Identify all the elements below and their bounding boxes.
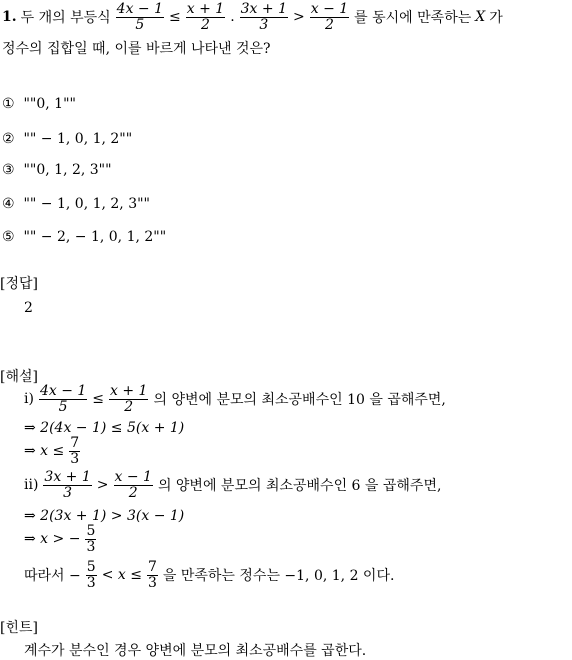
numerator: x − 1: [114, 469, 152, 485]
numerator: 4x − 1: [39, 383, 87, 399]
numerator: x + 1: [186, 1, 225, 17]
option-text: ""0, 1"": [23, 96, 76, 112]
option-text: "" − 1, 0, 1, 2"": [23, 131, 133, 147]
option-4[interactable]: [2, 196, 150, 212]
solution-conclusion: [24, 560, 394, 590]
solution-step-5: ⇒ 2(3x + 1) > 3(x − 1): [24, 508, 185, 524]
step-text: 의 양변에 분모의 최소공배수인 10 을 곱해주면,: [153, 392, 446, 409]
numerator: 3x + 1: [240, 1, 287, 17]
numerator: 5: [86, 523, 96, 539]
solution-step-6: [24, 524, 97, 554]
denominator: 2: [128, 484, 138, 501]
operator: < x ≤: [101, 567, 142, 584]
question-text: 가: [489, 10, 503, 27]
fraction: [69, 436, 80, 466]
numerator: 4x − 1: [116, 1, 164, 17]
step-text: 의 양변에 분모의 최소공배수인 6 을 곱해주면,: [157, 478, 442, 495]
question-line-1: [2, 2, 503, 32]
denominator: 3: [86, 574, 96, 591]
step-prefix: ⇒ x > −: [24, 531, 81, 548]
option-text: "" − 2, − 1, 0, 1, 2"": [23, 229, 167, 245]
answer-value: 2: [24, 300, 33, 316]
hint-header: [힌트]: [0, 620, 38, 636]
separator: .: [230, 9, 235, 26]
step-prefix: i): [24, 391, 34, 408]
denominator: 3: [86, 538, 96, 555]
operator: >: [96, 477, 109, 494]
fraction: [114, 470, 153, 500]
variable: X: [475, 9, 486, 26]
question-number: 1.: [2, 9, 17, 26]
fraction: [186, 2, 225, 32]
option-1[interactable]: [2, 96, 76, 112]
denominator: 3: [147, 574, 157, 591]
fraction: [85, 524, 96, 554]
fraction: [240, 2, 288, 32]
fraction: [116, 2, 164, 32]
question-line-2: 정수의 집합일 때, 이를 바르게 나타낸 것은?: [2, 41, 271, 57]
denominator: 5: [135, 16, 145, 33]
numerator: 3x + 1: [44, 469, 91, 485]
denominator: 2: [324, 16, 334, 33]
option-mark: ③: [2, 162, 15, 178]
question-text: 두 개의 부등식: [20, 10, 111, 27]
operator: ≤: [92, 391, 105, 408]
option-text: "" − 1, 0, 1, 2, 3"": [23, 196, 150, 212]
fraction: [86, 560, 97, 590]
step-prefix: ii): [24, 477, 39, 494]
operator: ≤: [169, 9, 181, 26]
numerator: x − 1: [310, 1, 349, 17]
solution-step-3: [24, 436, 81, 466]
solution-header: [해설]: [0, 369, 38, 385]
denominator: 5: [58, 398, 68, 415]
step-text: 을 만족하는 정수는 −1, 0, 1, 2 이다.: [162, 568, 395, 585]
answer-header: [정답]: [0, 276, 38, 292]
denominator: 3: [70, 450, 80, 467]
denominator: 3: [259, 16, 269, 33]
option-3[interactable]: [2, 162, 112, 178]
fraction: [147, 560, 158, 590]
option-mark: ④: [2, 196, 15, 212]
numerator: 7: [147, 559, 157, 575]
numerator: 5: [86, 559, 96, 575]
fraction: [310, 2, 349, 32]
fraction: [109, 384, 148, 414]
fraction: [39, 384, 87, 414]
numerator: x + 1: [110, 383, 148, 399]
solution-step-4: [24, 470, 441, 500]
option-mark: ②: [2, 131, 15, 147]
option-text: ""0, 1, 2, 3"": [23, 162, 112, 178]
option-5[interactable]: [2, 229, 166, 245]
denominator: 3: [63, 484, 73, 501]
option-mark: ⑤: [2, 229, 15, 245]
fraction: [43, 470, 91, 500]
numerator: 7: [70, 435, 80, 451]
solution-step-2: ⇒ 2(4x − 1) ≤ 5(x + 1): [24, 420, 185, 436]
denominator: 2: [201, 16, 210, 33]
denominator: 2: [124, 398, 134, 415]
question-text: 를 동시에 만족하는: [354, 10, 472, 27]
step-prefix: 따라서 −: [24, 568, 81, 585]
option-2[interactable]: [2, 131, 132, 147]
operator: >: [292, 9, 305, 26]
hint-text: 계수가 분수인 경우 양변에 분모의 최소공배수를 곱한다.: [24, 643, 367, 659]
solution-step-1: [24, 384, 446, 414]
option-mark: ①: [2, 96, 15, 112]
step-prefix: ⇒ x ≤: [24, 443, 65, 460]
